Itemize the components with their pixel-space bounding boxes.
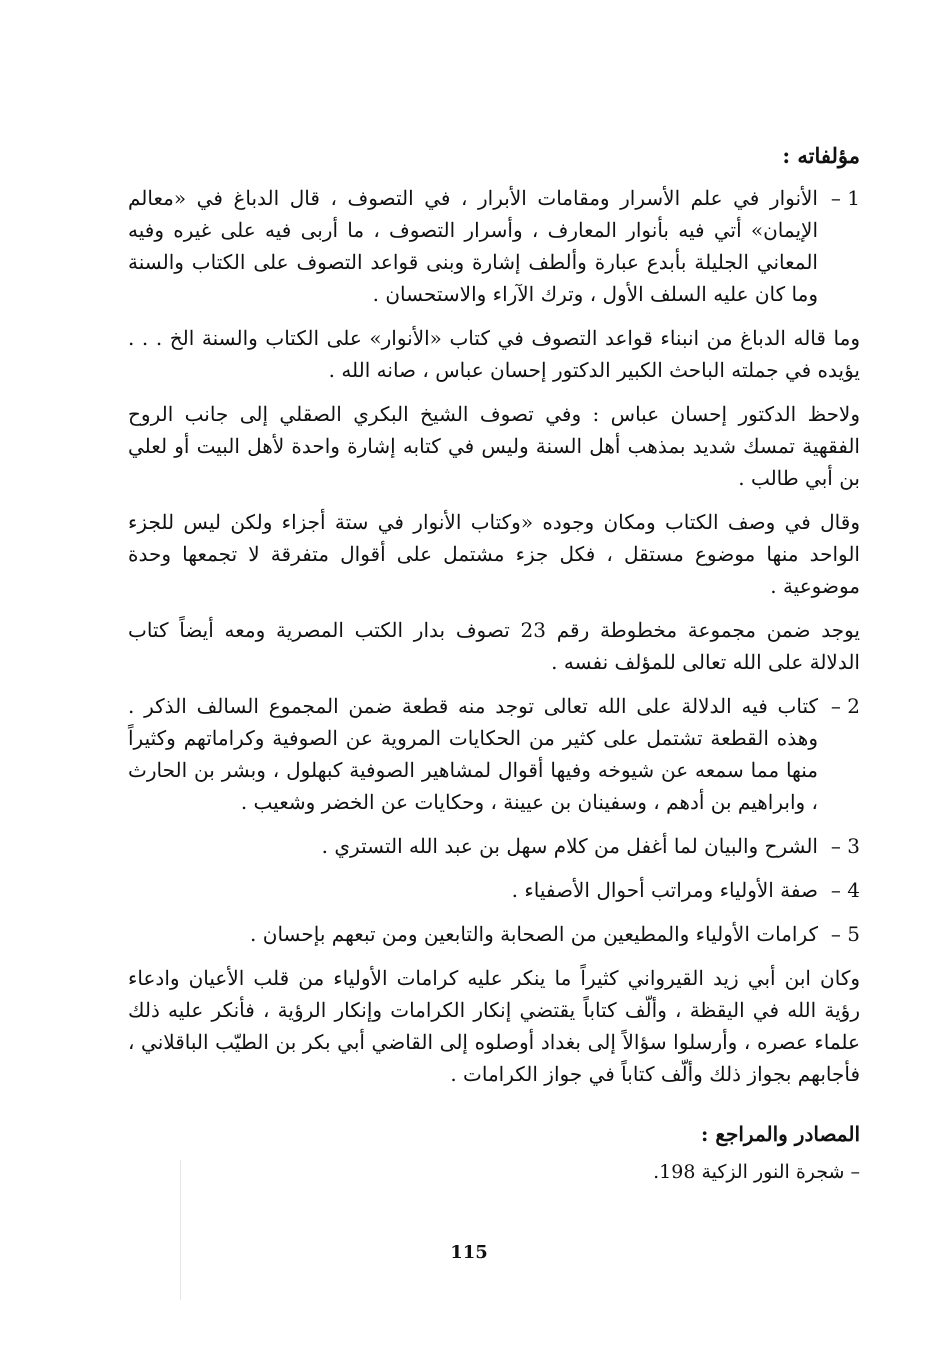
item-text: كرامات الأولياء والمطيعين من الصحابة والتابعين ومن تبعهم بإحسان . — [250, 922, 818, 946]
paragraph: ولاحظ الدكتور إحسان عباس : وفي تصوف الشيخ البكري الصقلي إلى جانب الروح الفقهية تمسك شديد بمذهب أهل السنة وليس في كتابه إشارة واحدة لأهل البيت أو لعلي بن أبي طالب . — [128, 402, 860, 490]
list-item-5 — [128, 918, 860, 950]
paragraph: يوجد ضمن مجموعة مخطوطة رقم 23 تصوف بدار الكتب المصرية ومعه أيضاً كتاب الدلالة على الله تعالى للمؤلف نفسه . — [128, 618, 860, 674]
page-number: 115 — [450, 1242, 488, 1263]
list-item-1 — [128, 182, 860, 310]
item-text: كتاب فيه الدلالة على الله تعالى توجد منه قطعة ضمن المجموع السالف الذكر . وهذه القطعة تشتمل على كثير من الحكايات المروية عن الصوفية وكراماتهم وكثيراً منها مما سمعه عن شيوخه وفيها أقوال لمشاهير الصوفية كبهلول ، وبشر بن الحارث ، وابراهيم بن أدهم ، وسفينان بن عيينة ، وحكايات عن الخضر وشعيب . — [128, 694, 818, 814]
paragraph: وما قاله الدباغ من انبناء قواعد التصوف في كتاب «الأنوار» على الكتاب والسنة الخ . . . يؤيده في جملته الباحث الكبير الدكتور إحسان عباس ، صانه الله . — [128, 326, 860, 382]
item-number: 2 – — [830, 694, 860, 718]
item-number: 5 – — [830, 922, 860, 946]
item-text: صفة الأولياء ومراتب أحوال الأصفياء . — [511, 878, 818, 902]
reference-item: – شجرة النور الزكية 198. — [653, 1161, 860, 1183]
item-text: الشرح والبيان لما أغفل من كلام سهل بن عبد الله التستري . — [321, 834, 818, 858]
list-item-2 — [128, 690, 860, 818]
scan-artifact-line — [180, 1160, 181, 1300]
closing-paragraph: وكان ابن أبي زيد القيرواني كثيراً ما ينكر عليه كرامات الأولياء من قلب الأعيان وادعاء رؤية الله في اليقظة ، وألّف كتاباً يقتضي إنكار الكرامات وإنكار الرؤية ، فأنكر عليه ذلك علماء عصره ، وأرسلوا سؤالاً إلى بغداد أوصلوه إلى القاضي أبي بكر بن الطيّب الباقلاني ، فأجابهم بجواز ذلك وألّف كتاباً في جواز الكرامات . — [128, 966, 861, 1086]
item-number: 1 – — [830, 186, 860, 210]
page-body — [128, 140, 860, 1188]
sources-heading: المصادر والمراجع : — [701, 1122, 860, 1146]
paragraph: وقال في وصف الكتاب ومكان وجوده «وكتاب الأنوار في ستة أجزاء ولكن ليس للجزء الواحد منها موضوع مستقل ، فكل جزء مشتمل على أقوال متفرقة لا تجمعها وحدة موضوعية . — [128, 510, 860, 598]
section-heading-works: مؤلفاته : — [782, 143, 860, 168]
item-number: 4 – — [830, 878, 860, 902]
item-number: 3 – — [830, 834, 860, 858]
list-item-3 — [128, 830, 860, 862]
list-item-4 — [128, 874, 860, 906]
item-text: الأنوار في علم الأسرار ومقامات الأبرار ، في التصوف ، قال الدباغ في «معالم الإيمان» أتي فيه بأنوار المعارف ، وأسرار التصوف ، ما أربى فيه على غيره وفيه المعاني الجليلة بأبدع عبارة وألطف إشارة وبنى قواعد التصوف على الكتاب والسنة وما كان عليه السلف الأول ، وترك الآراء والاستحسان . — [128, 186, 818, 306]
